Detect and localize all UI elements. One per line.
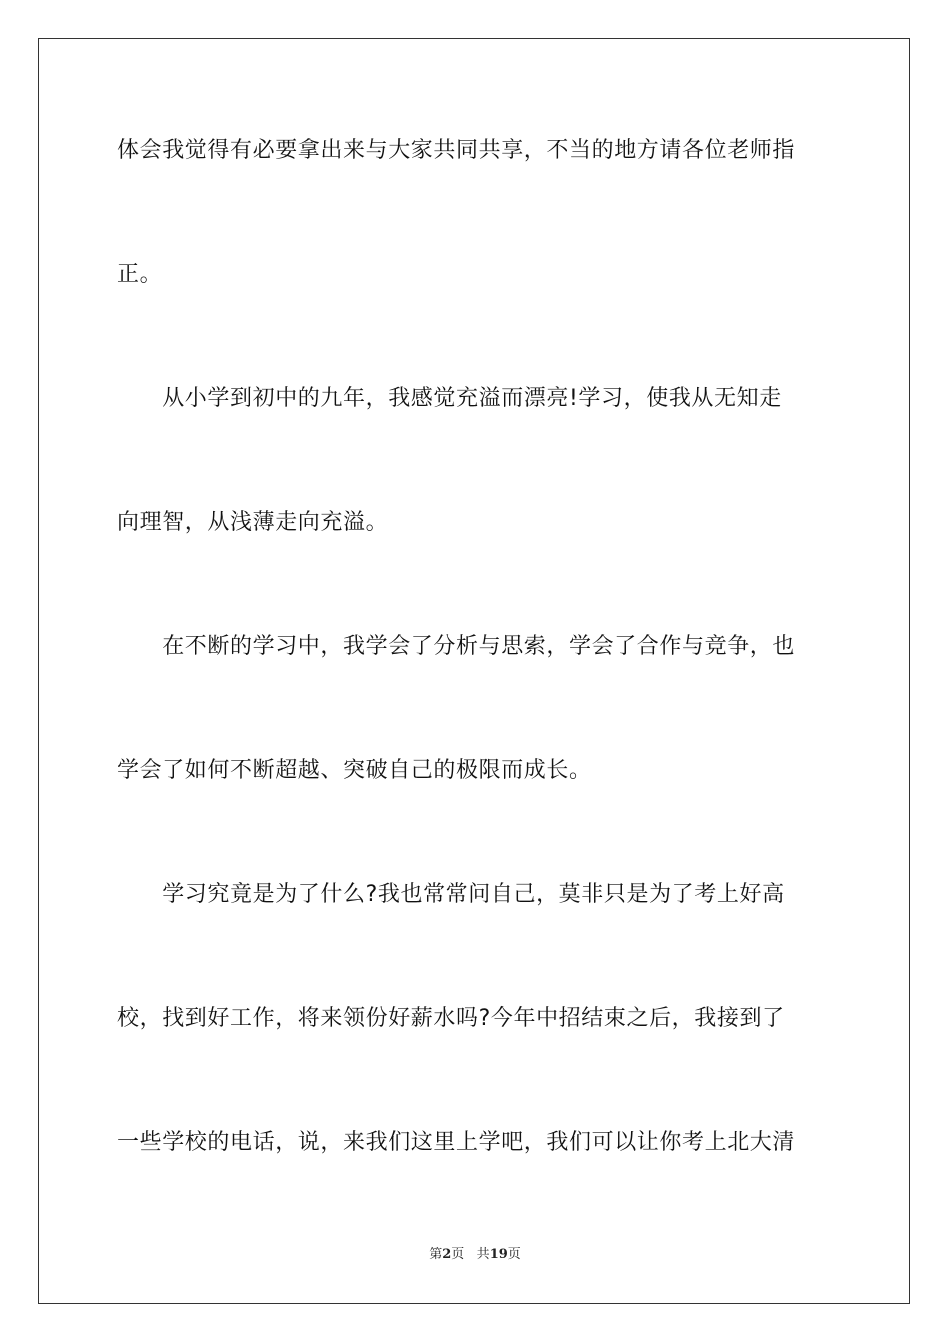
body-line-9: 一些学校的电话，说，来我们这里上学吧，我们可以让你考上北大清 [117, 1130, 796, 1155]
footer-page-number: 2 [442, 1247, 452, 1262]
body-line-6: 学会了如何不断超越、突破自己的极限而成长。 [117, 758, 592, 783]
body-line-2: 正。 [117, 262, 163, 287]
body-line-3: 从小学到初中的九年，我感觉充溢而漂亮!学习，使我从无知走 [117, 386, 782, 411]
footer-page-suffix: 页 [451, 1247, 465, 1262]
body-line-8: 校，找到好工作，将来领份好薪水吗?今年中招结束之后，我接到了 [117, 1006, 785, 1031]
footer-total-prefix: 共 [476, 1247, 490, 1262]
page-footer [0, 1246, 950, 1264]
body-line-1: 体会我觉得有必要拿出来与大家共同共享，不当的地方请各位老师指 [117, 138, 796, 163]
footer-total-suffix: 页 [507, 1247, 521, 1262]
footer-total-pages: 19 [489, 1247, 508, 1262]
body-line-7: 学习究竟是为了什么?我也常常问自己，莫非只是为了考上好高 [117, 882, 785, 907]
footer-page-prefix: 第 [429, 1247, 443, 1262]
body-line-4: 向理智，从浅薄走向充溢。 [117, 510, 389, 535]
body-line-5: 在不断的学习中，我学会了分析与思索，学会了合作与竞争，也 [117, 634, 796, 659]
page-frame [38, 38, 910, 1304]
